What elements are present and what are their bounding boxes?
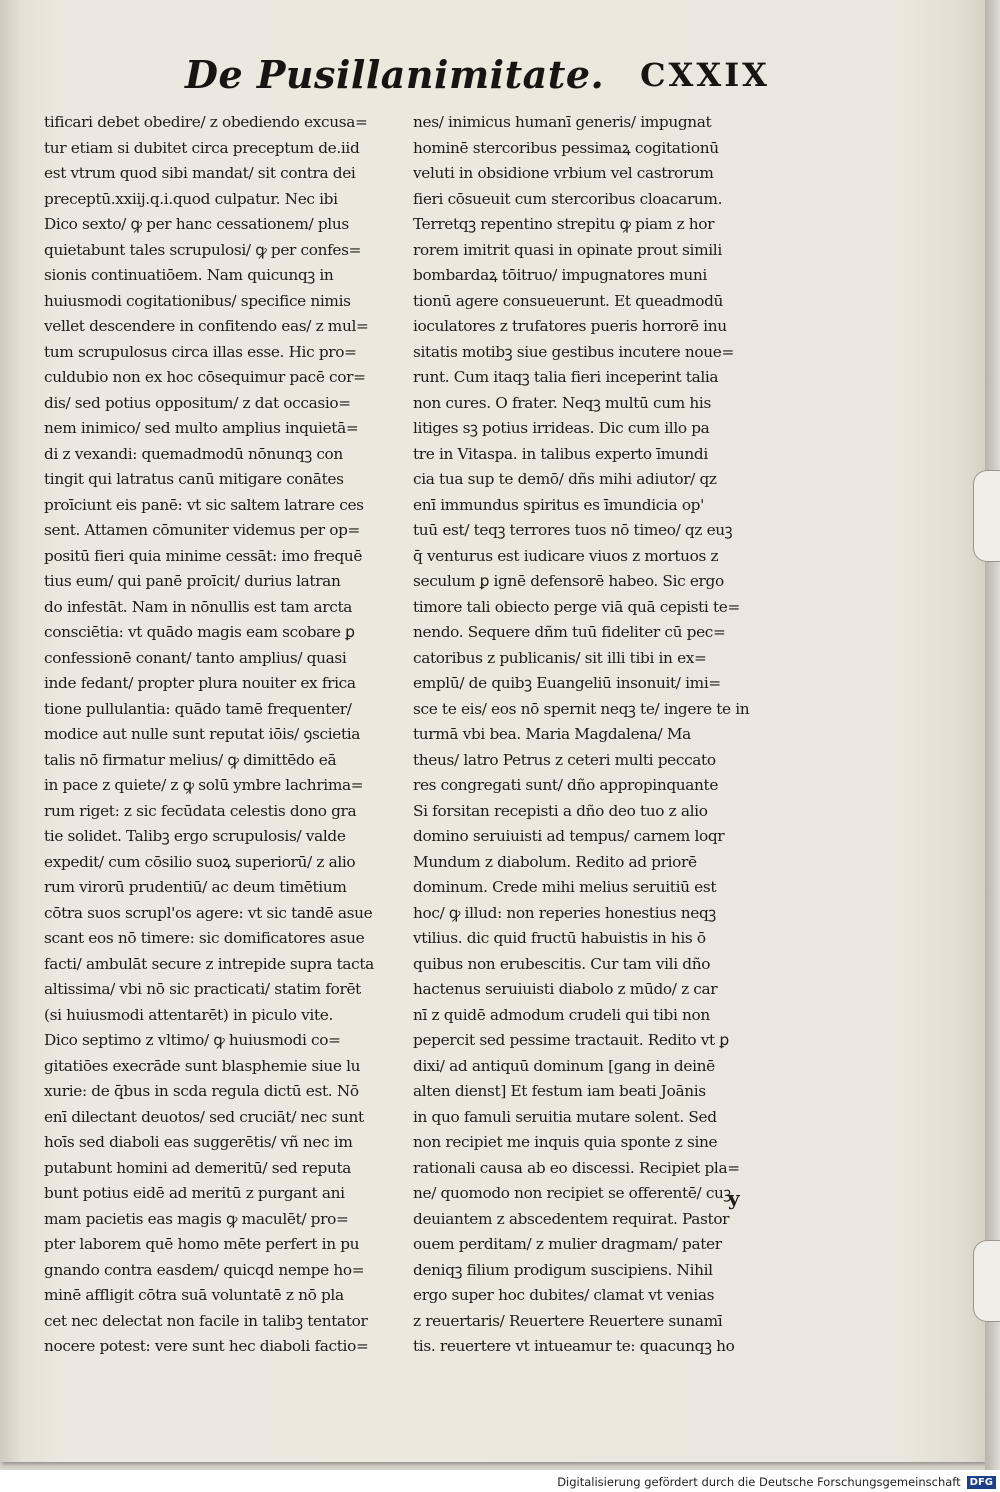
text-line: vtilius. dic quid fructū habuistis in his ō bbox=[413, 929, 706, 947]
text-line: in pace z quiete/ z ꝙ solū ymbre lachrima= bbox=[44, 776, 364, 794]
text-line: sce te eis/ eos nō spernit neqꝫ te/ ingere te in bbox=[413, 699, 750, 718]
text-line: z reuertaris/ Reuertere Reuertere sunamī bbox=[413, 1311, 723, 1330]
text-line: cōtra suos scrupl'os agere: vt sic tandē asue bbox=[44, 903, 373, 922]
text-line: rum riget: z sic fecūdata celestis dono gra bbox=[44, 801, 357, 820]
text-line: sionis continuatiōem. Nam quicunqꝫ in bbox=[44, 266, 334, 284]
text-line: turmā vbi bea. Maria Magdalena/ Ma bbox=[413, 725, 691, 743]
text-line: hominē stercoribus pessimaꝝ cogitationū bbox=[413, 138, 719, 157]
text-line: consciētia: vt quādo magis eam scobare ꝑ bbox=[44, 623, 355, 641]
text-line: litiges sꝫ potius irrideas. Dic cum illo pa bbox=[413, 419, 710, 437]
text-line: mam pacietis eas magis ꝙ maculēt/ pro= bbox=[44, 1209, 349, 1228]
text-line: confessionē conant/ tanto amplius/ quasi bbox=[44, 648, 347, 667]
text-line: theus/ latro Petrus z ceteri multi peccato bbox=[413, 750, 716, 769]
text-line: non recipiet me inquis quia sponte z sine bbox=[413, 1133, 718, 1151]
text-line: inde fedant/ propter plura nouiter ex frica bbox=[44, 674, 356, 692]
text-line: (si huiusmodi attentarēt) in piculo vite. bbox=[44, 1005, 333, 1024]
text-line: do infestāt. Nam in nōnullis est tam arcta bbox=[44, 597, 353, 616]
text-line: dis/ sed potius oppositum/ z dat occasio= bbox=[44, 393, 351, 412]
text-line: timore tali obiecto perge viā quā cepisti te= bbox=[413, 597, 740, 616]
text-line: in quo famuli seruitia mutare solent. Sed bbox=[413, 1107, 717, 1126]
page-title: De Pusillanimitate. bbox=[185, 52, 605, 97]
text-line: altissima/ vbi nō sic practicati/ statim forēt bbox=[44, 980, 361, 998]
text-line: deniqꝫ filium prodigum suscipiens. Nihil bbox=[413, 1260, 713, 1279]
text-line: ne/ quomodo non recipiet se offerentē/ cuꝫ bbox=[413, 1184, 732, 1202]
text-line: modice aut nulle sunt reputat iōis/ ꝯscietia bbox=[44, 725, 361, 743]
text-line: tione pullulantia: quādo tamē frequenter/ bbox=[44, 699, 352, 718]
text-line: Terretqꝫ repentino strepitu ꝙ piam z hor bbox=[413, 215, 715, 233]
text-line: hactenus seruiuisti diabolo z mūdo/ z car bbox=[413, 980, 718, 998]
text-line: non cures. O frater. Neqꝫ multū cum his bbox=[413, 393, 711, 412]
text-line: domino seruiuisti ad tempus/ carnem loqr bbox=[413, 827, 725, 845]
page-tab-lower bbox=[973, 1240, 1000, 1322]
text-line: alten dienst] Et festum iam beati Joānis bbox=[413, 1082, 706, 1100]
text-line: tie solidet. Talibꝫ ergo scrupulosis/ valde bbox=[44, 827, 346, 845]
text-line: scant eos nō timere: sic domificatores asue bbox=[44, 929, 365, 947]
text-line: quibus non erubescitis. Cur tam vili dño bbox=[413, 954, 711, 973]
text-line: preceptū.xxiij.q.i.quod culpatur. Nec ibi bbox=[44, 189, 338, 208]
text-line: expedit/ cum cōsilio suoꝝ superiorū/ z alio bbox=[44, 852, 356, 871]
text-line: res congregati sunt/ dño appropinquante bbox=[413, 776, 719, 794]
text-line: putabunt homini ad demeritū/ sed reputa bbox=[44, 1158, 352, 1177]
text-line: sitatis motibꝫ siue gestibus incutere noue= bbox=[413, 342, 734, 361]
text-line: vellet descendere in confitendo eas/ z mul= bbox=[44, 317, 369, 335]
text-line: hoīs sed diaboli eas suggerētis/ vñ nec im bbox=[44, 1133, 353, 1151]
text-line: enī dilectant deuotos/ sed cruciāt/ nec sunt bbox=[44, 1107, 364, 1126]
text-line: nem inimico/ sed multo amplius inquietā= bbox=[44, 419, 359, 437]
text-line: ioculatores z trufatores pueris horrorē inu bbox=[413, 317, 727, 335]
text-line: minē affligit cōtra suā voluntatē z nō pla bbox=[44, 1286, 344, 1304]
text-column-right bbox=[413, 110, 768, 1360]
running-header bbox=[185, 50, 770, 104]
text-column-left bbox=[44, 110, 399, 1360]
text-line: ouem perditam/ z mulier dragmam/ pater bbox=[413, 1235, 722, 1253]
text-line: tingit qui latratus canū mitigare conātes bbox=[44, 470, 344, 488]
text-line: nes/ inimicus humanī generis/ impugnat bbox=[413, 113, 712, 131]
text-line: tum scrupulosus circa illas esse. Hic pro= bbox=[44, 342, 357, 361]
catchword: y bbox=[728, 1186, 740, 1210]
text-line: nī z quidē admodum crudeli qui tibi non bbox=[413, 1005, 710, 1024]
digitization-footer bbox=[0, 1472, 1000, 1492]
text-line: tionū agere consueuerunt. Et queadmodū bbox=[413, 291, 724, 310]
text-line: cet nec delectat non facile in talibꝫ tentator bbox=[44, 1311, 368, 1330]
folio-number: CXXIX bbox=[640, 56, 770, 94]
text-line: talis nō firmatur melius/ ꝙ dimittēdo eā bbox=[44, 750, 337, 769]
text-line: huiusmodi cogitationibus/ specifice nimis bbox=[44, 291, 351, 310]
text-line: proīciunt eis panē: vt sic saltem latrare ces bbox=[44, 495, 364, 514]
text-line: runt. Cum itaqꝫ talia fieri inceperint talia bbox=[413, 368, 719, 386]
text-line: rorem imitrit quasi in opinate prout simili bbox=[413, 240, 722, 259]
text-line: fieri cōsueuit cum stercoribus cloacarum. bbox=[413, 189, 723, 208]
text-line: Mundum z diabolum. Redito ad priorē bbox=[413, 852, 697, 871]
text-line: gitatiōes execrāde sunt blasphemie siue lu bbox=[44, 1056, 361, 1075]
text-line: tis. reuertere vt intueamur te: quacunqꝫ ho bbox=[413, 1337, 735, 1355]
text-line: catoribus z publicanis/ sit illi tibi in ex= bbox=[413, 648, 707, 667]
page-tab-upper bbox=[973, 470, 1000, 562]
text-line: dixi/ ad antiquū dominum [gang in deinē bbox=[413, 1056, 715, 1075]
text-line: pepercit sed pessime tractauit. Redito vt ꝑ bbox=[413, 1031, 729, 1049]
text-line: facti/ ambulāt secure z intrepide supra tacta bbox=[44, 954, 374, 973]
text-line: rationali causa ab eo discessi. Recipiet pla= bbox=[413, 1158, 740, 1177]
text-line: quietabunt tales scrupulosi/ ꝙ per confes= bbox=[44, 240, 362, 259]
text-line: hoc/ ꝙ illud: non reperies honestius neqꝫ bbox=[413, 903, 716, 922]
text-line: dominum. Crede mihi melius seruitiū est bbox=[413, 878, 717, 896]
text-line: tius eum/ qui panē proīcit/ durius latran bbox=[44, 572, 341, 590]
dfg-logo: DFG bbox=[967, 1476, 996, 1489]
text-line: bombardaꝝ tōitruo/ impugnatores muni bbox=[413, 266, 707, 284]
funding-credit: Digitalisierung gefördert durch die Deutsche Forschungsgemeinschaft bbox=[557, 1475, 961, 1489]
text-line: positū fieri quia minime cessāt: imo frequē bbox=[44, 546, 363, 565]
text-line: seculum ꝑ ignē defensorē habeo. Sic ergo bbox=[413, 572, 724, 590]
text-line: culdubio non ex hoc cōsequimur pacē cor= bbox=[44, 368, 366, 386]
text-line: nocere potest: vere sunt hec diaboli factio= bbox=[44, 1337, 369, 1355]
text-line: Dico septimo z vltimo/ ꝙ huiusmodi co= bbox=[44, 1031, 341, 1049]
text-line: enī immundus spiritus es īmundicia op' bbox=[413, 495, 704, 514]
text-line: Dico sexto/ ꝙ per hanc cessationem/ plus bbox=[44, 215, 349, 233]
text-line: rum virorū prudentiū/ ac deum timētium bbox=[44, 878, 347, 896]
text-line: bunt potius eidē ad meritū z purgant ani bbox=[44, 1184, 345, 1202]
text-line: xurie: de q̄bus in scda regula dictū est. Nō bbox=[44, 1082, 359, 1100]
text-line: di z vexandi: quemadmodū nōnunqꝫ con bbox=[44, 444, 343, 463]
text-line: veluti in obsidione vrbium vel castrorum bbox=[413, 164, 714, 182]
text-line: pter laborem quē homo mēte perfert in pu bbox=[44, 1235, 360, 1253]
text-line: Si forsitan recepisti a dño deo tuo z alio bbox=[413, 801, 708, 820]
text-line: ergo super hoc dubites/ clamat vt venias bbox=[413, 1286, 715, 1304]
text-line: emplū/ de quibꝫ Euangeliū insonuit/ imi= bbox=[413, 674, 721, 692]
text-line: est vtrum quod sibi mandat/ sit contra dei bbox=[44, 164, 356, 182]
text-line: deuiantem z abscedentem requirat. Pastor bbox=[413, 1209, 730, 1228]
text-line: cia tua sup te demō/ dñs mihi adiutor/ qz bbox=[413, 470, 717, 488]
text-line: nendo. Sequere dñm tuū fideliter cū pec= bbox=[413, 623, 726, 641]
text-line: tificari debet obedire/ z obediendo excusa= bbox=[44, 113, 368, 131]
text-line: tre in Vitaspa. in talibus experto īmundi bbox=[413, 444, 708, 463]
text-line: q̄ venturus est iudicare viuos z mortuos z bbox=[413, 546, 719, 565]
text-line: tuū est/ teqꝫ terrores tuos nō timeo/ qz euꝫ bbox=[413, 521, 733, 539]
text-line: tur etiam si dubitet circa preceptum de.iid bbox=[44, 138, 360, 157]
text-line: sent. Attamen cōmuniter videmus per op= bbox=[44, 521, 360, 539]
text-line: gnando contra easdem/ quicqd nempe ho= bbox=[44, 1260, 365, 1279]
